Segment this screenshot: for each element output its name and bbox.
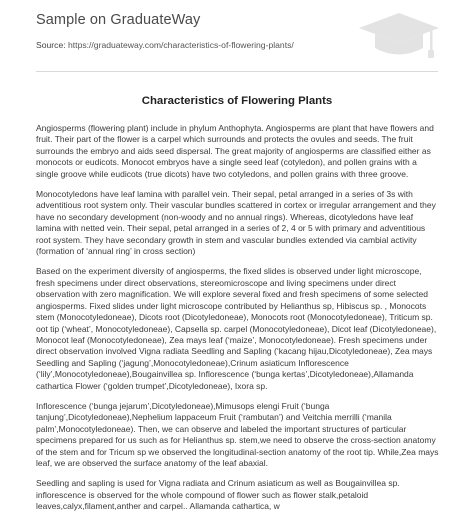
header-divider	[36, 71, 438, 72]
source-label: Source:	[36, 40, 66, 50]
page-header	[0, 0, 474, 65]
source-line	[36, 40, 294, 50]
document-title: Characteristics of Flowering Plants	[141, 95, 333, 107]
site-title: Sample on GraduateWay	[36, 12, 201, 28]
source-link[interactable]: https://graduateway.com/characteristics-of-flowering-plants/	[68, 40, 294, 50]
paragraph-3: Based on the experiment diversity of angiosperms, the fixed slides is observed under light microscope, fresh specimens under direct observations, stereomicroscope and living specimens under direct observation with zero magnification. We will explore several fixed and fresh specimens of some selected angiosperms. Fixed slides under light microscope contributed by Helianthus sp, Hibiscus sp. , Monocots stem (Monocotyledoneae), Dicots root (Dicotyledoneae), Monocots root (Monocotyledoneae), Triticum sp. oot tip (‘wheat’, Monocotyledoneae), Capsella sp. carpel (Monocotyledoneae), Dicot leaf (Dicotyledoneae), Monocot leaf (Monocotyledoneae), Zea mays leaf (‘maize’, Monocotyledoneae). Fresh specimens under direct observation involved Vigna radiata Seedling and Sapling (‘kacang hijau,Dicotyledoneae), Zea mays Seedling and Sapling (‘jagung’,Monocotyledoneae),Crinum asiaticum Inflorescence (‘lily’,Monocotyledoneae),Bougainvillea sp. Inflorescence (‘bunga kertas’,Dicotyledoneae),Allamanda cathartica Flower (‘golden trumpet’,Dicotyledoneae), Ixora sp.	[36, 266, 437, 391]
document-body	[36, 123, 440, 522]
graduation-cap-icon	[357, 11, 441, 63]
paragraph-5: Seedling and sapling is used for Vigna radiata and Crinum asiaticum as well as Bougainvillea sp. inflorescence is observed for the whole compound of flower such as flower stalk,petaloid leaves,calyx,filament,anther and carpel.. Allamanda cathartica, w	[36, 478, 400, 512]
paragraph-4: Inflorescence (‘bunga jejarum’,Dicotyledoneae),Mimusops elengi Fruit (‘bunga tanjung’,Dicotyledoneae),Nephelium lappaceum Fruit (‘rambutan’) and Veitchia merrilli (‘manila palm’,Monocotyledoneae). Then, we can observe and labeled the important structures of particular specimens prepared for us such as for Helianthus sp. stem,we need to observe the cross-section anatomy of the stem and for Tricum sp we observed the longitudinal-section anatomy of the root tip. While,Zea mays leaf, we are observed the surface anatomy of the leaf abaxial.	[36, 400, 439, 468]
paragraph-1: Angiosperms (flowering plant) include in phylum Anthophyta. Angiosperms are plant that have flowers and fruit. Their part of the flower is a carpel which surrounds and protects the ovules and seeds. The fruit surrounds the embryo and aids seed dispersal. The great majority of angiosperms are classified either as monocots or eudicots. Monocot embryos have a single seed leaf (cotyledon), and pollen grains with a single groove while eudicots (true dicots) have two cotyledons, and pollen grains with three groove.	[36, 123, 434, 179]
paragraph-2: Monocotyledons have leaf lamina with parallel vein. Their sepal, petal arranged in a series of 3s with adventitious root system only. Their vascular bundles scattered in cortex or irregular arrangement and they have no secondary development (non-woody and no annual rings). Whereas, dicotyledons have leaf lamina with netted vein. Their sepal, petal arranged in a series of 2, 4 or 5 with primary and adventitious root system. They have secondary growth in stem and vascular bundles extended via cambial activity (formation of ‘annual ring’ in cross section)	[36, 189, 436, 257]
